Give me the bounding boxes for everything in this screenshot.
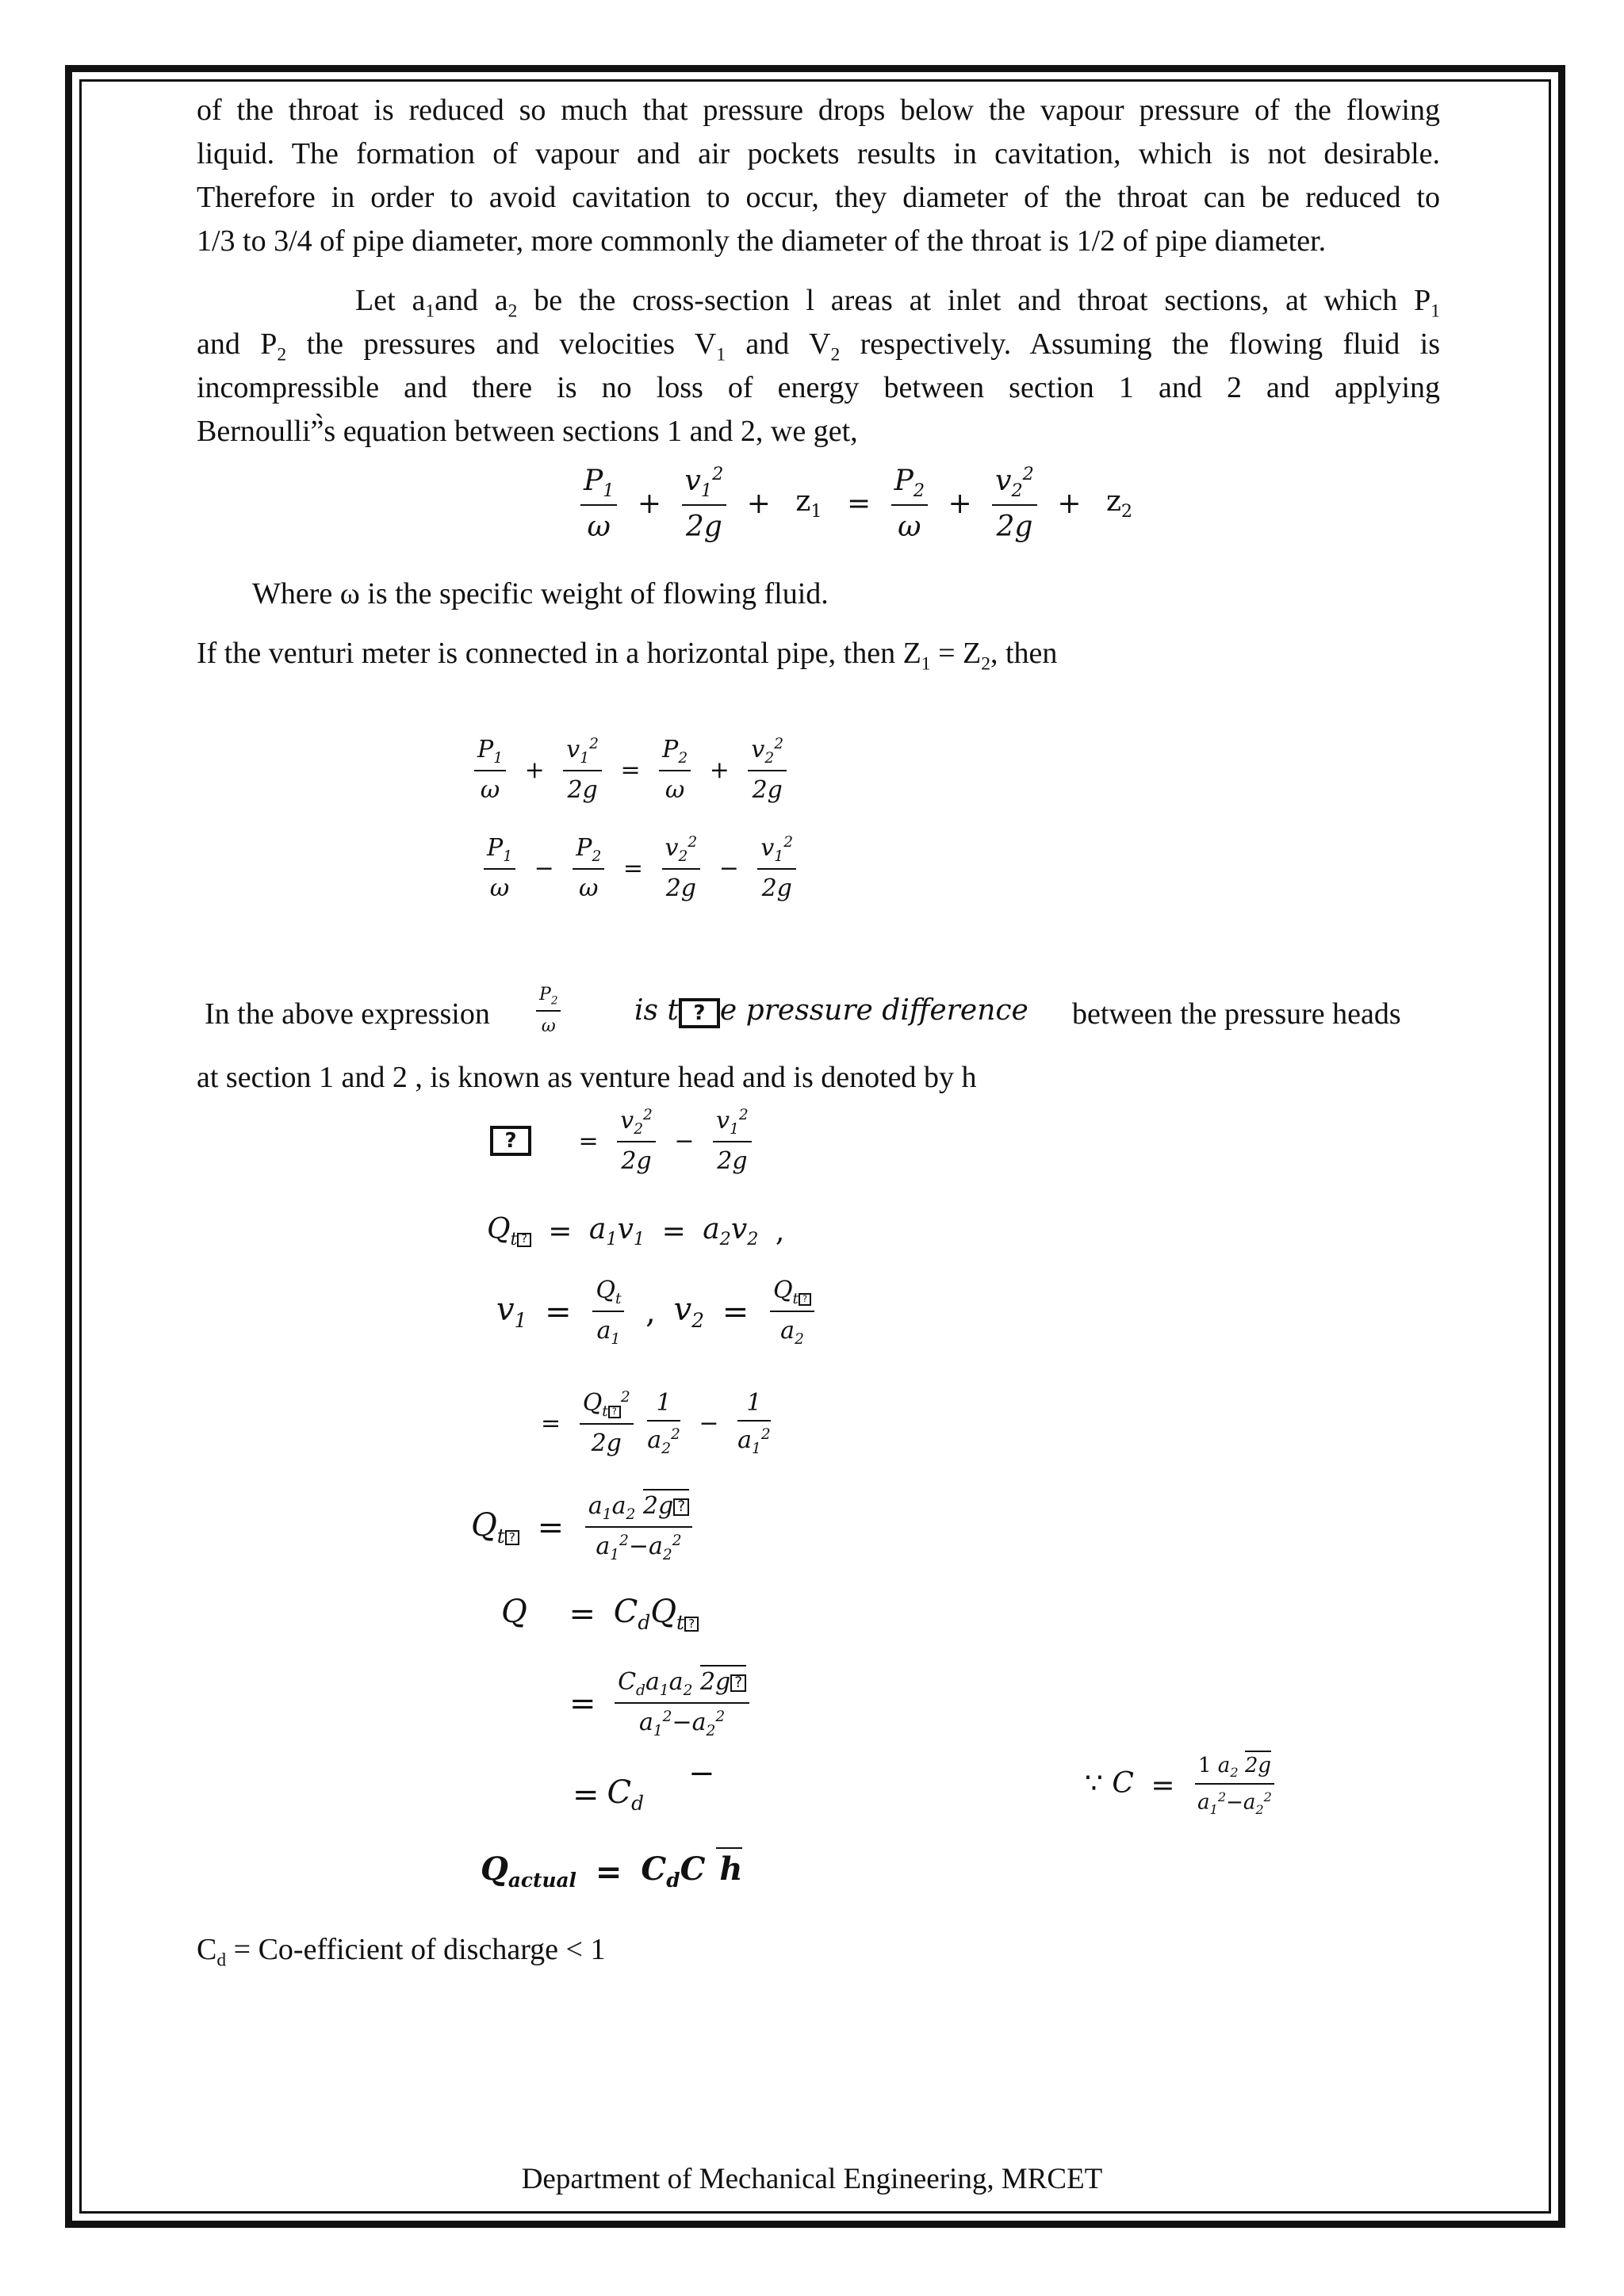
page-footer: Department of Mechanical Engineering, MRCET [521, 2163, 1103, 2195]
venture-head-text: at section 1 and 2 , is known as venture head and is denoted by h [197, 1061, 977, 1094]
paragraph-line: 1/3 to 3/4 of pipe diameter, more commonly the diameter of the throat is 1/2 of pipe diameter. [197, 224, 1327, 258]
paragraph-line: of the throat is reduced so much that pressure drops below the vapour pressure of the flowing [197, 94, 1440, 127]
actual-discharge-expanded: = $\frac{C_da_1a_2 2g ?}{a_1^2-a_2^2}$ [561, 1668, 753, 1739]
paragraph-line: Let $a_1and$ $a_2$ be the cross-section l areas at inlet and throat sections, at which $P_1$ [355, 284, 1440, 322]
horizontal-bernoulli-equation: $\frac{P_1}{\omega}$ + $\frac{v_1^2}{2g}$ = $\frac{P_2}{\omega}$ + $\frac{v_2^2}{2g}$ [471, 736, 790, 804]
final-discharge-equation: $Q_{actual} = C_dC$ h [481, 1850, 742, 1892]
horizontal-pipe-text: If the venturi meter is connected in a horizontal pipe, then $Z_1 = Z_2$, then [197, 637, 1058, 675]
actual-discharge-equation: $Q = C_dQ_{t ?}$ [501, 1594, 699, 1634]
expression-text-tail: between the pressure heads [1072, 997, 1401, 1031]
pressure-difference-equation: $\frac{P_1}{\omega}$ − $\frac{P_2}{\omega}$ = $\frac{v_2^2}{2g}$ − $\frac{v_1^2}{2g}$ [481, 834, 799, 902]
pressure-difference-italic: is t ? e pressure difference [634, 994, 1028, 1027]
paragraph-line: Bernoulli”̀s equation between sections 1 and 2, we get, [197, 415, 858, 448]
cd-definition: $C_d$ = Co-efficient of discharge < 1 [197, 1933, 606, 1971]
paragraph-line: Therefore in order to avoid cavitation to occur, they diameter of the throat can be reduced to [197, 181, 1440, 214]
sqrt-bar: − [688, 1755, 715, 1792]
velocity-equations: $v_1$ = $\frac{Q_t}{a_1}$ , $v_2$ = $\frac{Q_{t ?}}{a_2}$ [496, 1276, 818, 1348]
paragraph-line: and $P_2$ the pressures and velocities $V_1$ and $V_2$ respectively. Assuming the flowing fluid is [197, 327, 1441, 365]
theoretical-discharge-equation: $Q_{t ?}$ = $\frac{a_1a_2 2g ?}{a_1^2-a_2^2}$ [471, 1492, 695, 1563]
expression-text: In the above expression [205, 997, 490, 1031]
cd-equation: = $C_d$ [573, 1774, 644, 1815]
venture-head-equation: ? = $\frac{v_2^2}{2g}$ − $\frac{v_1^2}{2g}$ [490, 1107, 755, 1175]
paragraph-line: liquid. The formation of vapour and air pockets results in cavitation, which is not desirable. [197, 137, 1440, 170]
constant-c-definition: ∵ C = $\frac{1 a_2 2g}{a_1^2-a_2^2}$ [1085, 1754, 1277, 1817]
paragraph-line: incompressible and there is no loss of energy between section 1 and 2 and applying [197, 371, 1440, 404]
head-discharge-equation: = $\frac{Q_{t ?}^2}{2g}$ $\frac{1}{a_2^2}$ − $\frac{1}{a_1^2}$ [541, 1389, 771, 1457]
continuity-equation: $Q_{t ?} = a_1v_1 = a_2v_2$ , [487, 1213, 785, 1250]
inline-fraction: $\frac{P_2}{\omega}$ [533, 985, 564, 1036]
where-text: Where ω is the specific weight of flowing fluid. [252, 577, 829, 610]
bernoulli-equation: $\frac{P_1}{\omega}$ + $\frac{v_1^2}{2g}$ + $z_1$ = $\frac{P_2}{\omega}$ + $\frac{v_2^2}{2g}$ + $z_2$ [577, 464, 1140, 543]
